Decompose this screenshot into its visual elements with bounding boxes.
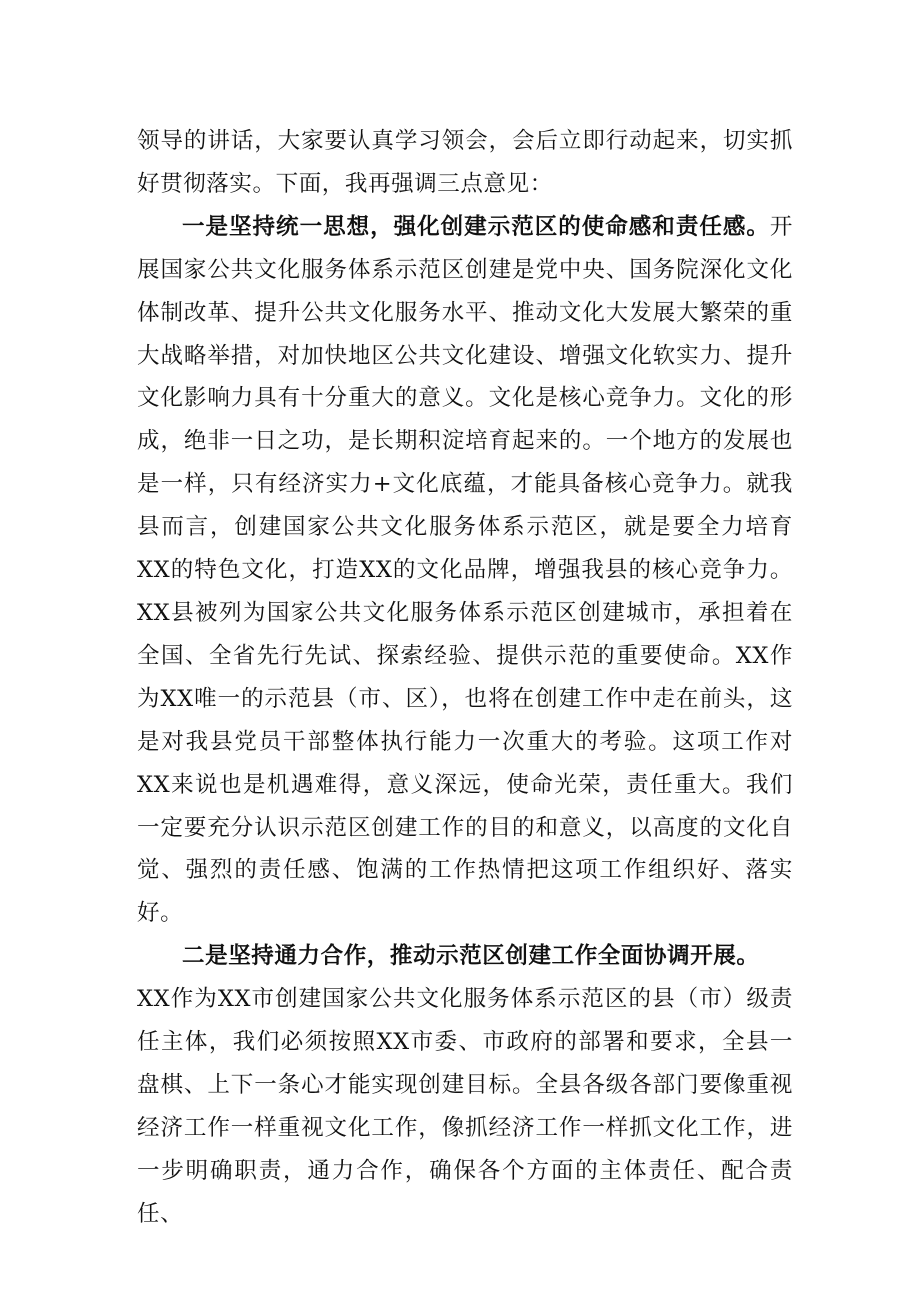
document-body [137, 120, 793, 1236]
point-one-heading: 一是坚持统一思想，强化创建示范区的使命感和责任感。 [182, 213, 770, 240]
paragraph-point-two-heading [137, 935, 793, 978]
point-two-heading: 二是坚持通力合作，推动示范区创建工作全面协调开展。 [182, 943, 760, 970]
point-one-body: 开展国家公共文化服务体系示范区创建是党中央、国务院深化文化体制改革、提升公共文化服务水平、推动文化大发展大繁荣的重大战略举措，对加快地区公共文化建设、增强文化软实力、提升文化影响力具有十分重大的意义。文化是核心竞争力。文化的形成，绝非一日之功，是长期积淀培育起来的。一个地方的发展也是一样，只有经济实力+文化底蕴，才能具备核心竞争力。就我县而言，创建国家公共文化服务体系示范区，就是要全力培育XX的特色文化，打造XX的文化品牌，增强我县的核心竞争力。XX县被列为国家公共文化服务体系示范区创建城市，承担着在全国、全省先行先试、探索经验、提供示范的重要使命。XX作为XX唯一的示范县（市、区），也将在创建工作中走在前头，这是对我县党员干部整体执行能力一次重大的考验。这项工作对XX来说也是机遇难得，意义深远，使命光荣，责任重大。我们一定要充分认识示范区创建工作的目的和意义，以高度的文化自觉、强烈的责任感、饱满的工作热情把这项工作组织好、落实好。 [137, 213, 793, 927]
paragraph-point-two-body [137, 978, 793, 1235]
paragraph-1-text: 领导的讲话，大家要认真学习领会，会后立即行动起来，切实抓好贯彻落实。下面，我再强调三点意见： [137, 128, 793, 197]
point-two-body: XX作为XX市创建国家公共文化服务体系示范区的县（市）级责任主体，我们必须按照XX市委、市政府的部署和要求，全县一盘棋、上下一条心才能实现创建目标。全县各级各部门要像重视经济工作一样重视文化工作，像抓经济工作一样抓文化工作，进一步明确职责，通力合作，确保各个方面的主体责任、配合责任、 [137, 986, 793, 1227]
paragraph-point-one [137, 206, 793, 935]
paragraph-continuation [137, 120, 793, 206]
